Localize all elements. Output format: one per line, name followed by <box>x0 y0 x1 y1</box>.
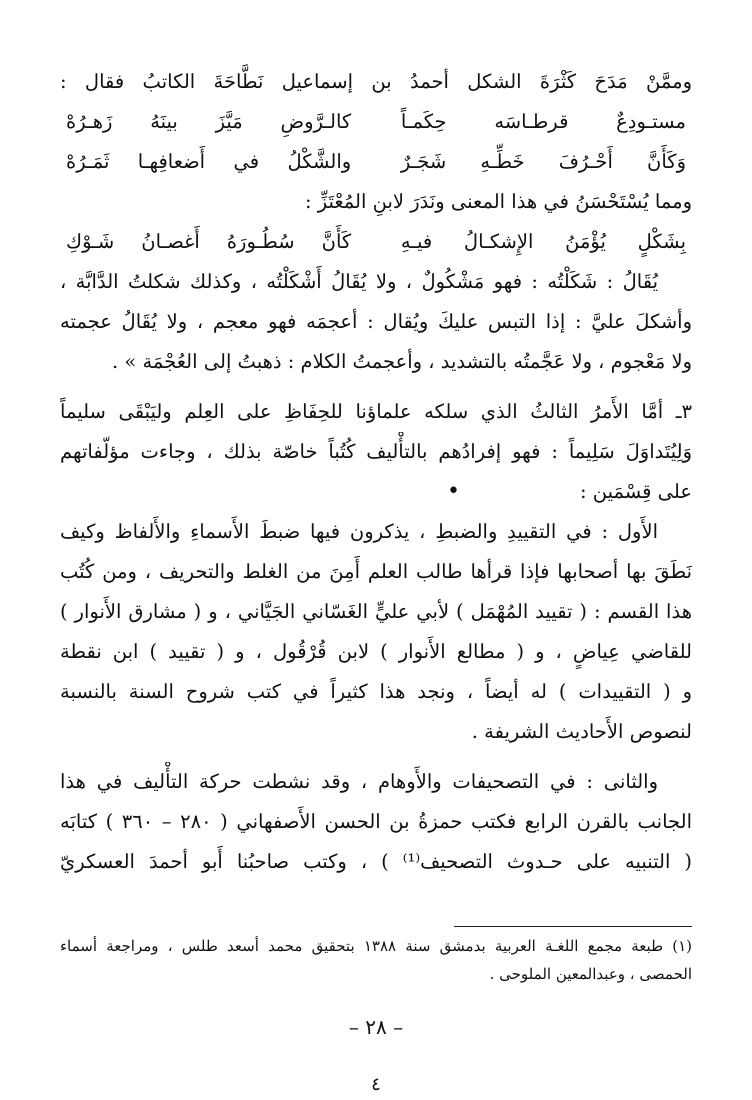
verse-first-hemistich: مستـودِعٌ قرطـاسَه حِكَمـاً <box>400 110 686 133</box>
text-line: ( التنبيه على حـدوث التصحيف⁽¹⁾ ) ، وكتب صاحبُنا أَبو أحمدَ العسكريّ <box>60 850 692 873</box>
text-line: الجانب بالقرن الرابع فكتب حمزةُ بن الحسن الأَصفهاني ( ٢٨٠ – ٣٦٠ ) كتابَه <box>60 810 692 833</box>
text-line <box>60 472 692 512</box>
text-line: وممَّنْ مَدَحَ كَثْرَةَ الشكل أحمدُ بن إسماعيل نَطَّاحَةَ الكاتبُ فقال : <box>60 70 692 93</box>
verse-first-hemistich: بِشَكْلٍ يُؤْمَنُ الإِشكـالُ فيـهِ <box>400 230 686 253</box>
footnote-line: الحمصى ، وعبدالمعين الملوحى . <box>489 965 692 983</box>
verse-second-hemistich: والشَّكْلُ في أَضعافِهـا ثَمَـرُهْ <box>66 150 352 173</box>
verse-line <box>60 142 692 182</box>
signature-mark: ٤ <box>371 1074 381 1095</box>
text-line: وأشكلَ عليَّ : إذا التبس عليكَ ويُقال : أعجمَه فهو معجم ، ولا يُقَالُ عجمته <box>60 310 692 333</box>
text-line: ومما يُسْتَحْسَنُ في هذا المعنى ونَدَرَ لابنِ المُعْتَزِّ : <box>304 190 692 213</box>
verse-line <box>60 222 692 262</box>
text-line: وَلِيُتَداوَلَ سَلِيماً : فهو إفرادُهم بالتأْليف كُتُباً خاصّة بذلك ، وجاءت مؤلّفاتهم <box>60 440 692 463</box>
text-line: ولا مَعْجوم ، ولا عَجَّمتُه بالتشديد ، وأعجمتُ الكلام : ذهبتُ إلى العُجْمَة » . <box>111 350 692 373</box>
verse-second-hemistich: كَأَنَّ سُطُـورَهُ أَغصـانُ شَـوْكِ <box>66 230 352 253</box>
text-fragment: على قِسْمَين : <box>579 480 692 503</box>
text-line: و ( التقييدات ) له أيضاً ، ونجد هذا كثيراً في كتب شروح السنة بالنسبة <box>60 680 692 703</box>
text-line: الأَول : في التقييدِ والضبطِ ، يذكرون فيها ضبطَ الأَسماءِ والأَلفاظ وكيف <box>60 520 658 543</box>
text-line: نَطَقَ بها أصحابها فإذا قرأها طالب العلم أَمِنَ من الغلط والتحريف ، ومن كُتُب <box>60 560 692 583</box>
text-line: والثانى : في التصحيفات والأَوهام ، وقد نشطت حركة التأْليف في هذا <box>60 770 658 793</box>
verse-line <box>60 102 692 142</box>
footnote-divider <box>454 926 692 927</box>
text-line: لنصوص الأَحاديث الشريفة . <box>471 720 692 743</box>
text-line: يُقَالُ : شَكَلْتُه : فهو مَشْكُولٌ ، ولا يُقَالُ أَشْكَلْتُه ، وكذلك شكلتُ الدَّابَّة ، <box>60 270 658 293</box>
footnote-line: (١) طبعة مجمع اللغـة العربية بدمشق سنة ١٣٨٨ بتحقيق محمد أسعد طلس ، ومراجعة أسماء <box>60 937 692 955</box>
text-line: للقاضي عِياضٍ ، و ( مطالع الأَنوار ) لابن قُرْقُول ، و ( تقييد ) ابن نقطة <box>60 640 692 663</box>
page-number: – ٢٨ – <box>348 1015 404 1039</box>
verse-second-hemistich: كالـرَّوضِ مَيَّزَ بينَهُ زَهـرُهْ <box>66 110 352 133</box>
text-line: ٣ـ أمَّا الأَمرُ الثالثُ الذي سلكه علماؤنا للحِفَاظِ على العِلم وليَبْقَى سليماً <box>60 400 692 423</box>
text-line: هذا القسم : ( تقييد المُهْمَل ) لأبي عليٍّ الغَسّاني الجَيَّاني ، و ( مشارق الأَنوار ) <box>60 600 692 623</box>
verse-first-hemistich: وَكَأَنَّ أَحْـرُفَ خَطِّـهِ شَجَـرٌ <box>400 150 686 173</box>
page-body <box>60 62 692 882</box>
stray-dot: • <box>446 479 460 504</box>
